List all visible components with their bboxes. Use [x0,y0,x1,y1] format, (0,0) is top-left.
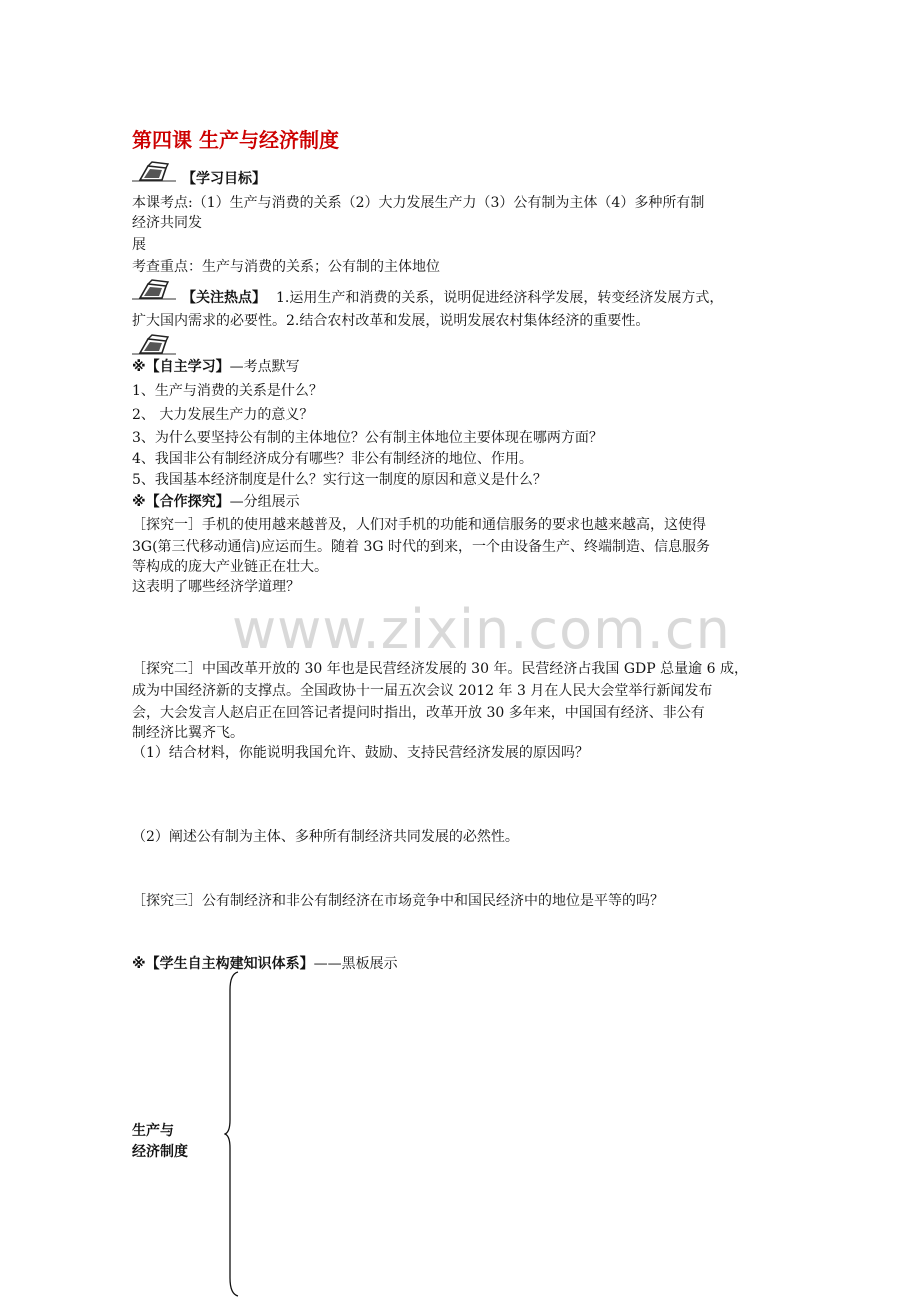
left-brace [224,970,240,1298]
explore-1-line-2: 3G(第三代移动通信)应运而生。随着 3G 时代的到来，一个由设备生产、终端制造、信息服务 [132,539,711,555]
hot-text-2: 扩大国内需求的必要性。2.结合农村改革和发展，说明发展农村集体经济的重要性。 [132,313,650,329]
knowledge-node-line-2: 经济制度 [132,1144,188,1160]
zhongdian-line: 考查重点：生产与消费的关系；公有制的主体地位 [132,259,440,275]
kaodian-line-2: 经济共同发 [132,215,202,231]
coop-heading [132,493,300,511]
question-5: 5、我国基本经济制度是什么？实行这一制度的原因和意义是什么？ [132,472,547,488]
hot-text-1: 1.运用生产和消费的关系，说明促进经济科学发展，转变经济发展方式， [276,290,724,306]
build-heading [132,955,398,973]
watermark: www.zixin.com.cn [232,598,731,661]
kaodian-line-1: 本课考点:（1）生产与消费的关系（2）大力发展生产力（3）公有制为主体（4）多种所有制 [132,195,705,211]
coop-suffix: —分组展示 [229,494,300,510]
explore-2-line-2: 成为中国经济新的支撑点。全国政协十一届五次会议 2012 年 3 月在人民大会堂举行新闻发布 [132,683,713,699]
explore-1-question: 这表明了哪些经济学道理？ [132,579,300,595]
explore-3: ［探究三］公有制经济和非公有制经济在市场竞争中和国民经济中的地位是平等的吗？ [132,893,664,909]
book-icon [130,160,178,184]
hot-label: 【关注热点】 [182,290,266,306]
question-2: 2、 大力发展生产力的意义？ [132,407,314,423]
question-1: 1、生产与消费的关系是什么？ [132,383,323,399]
goals-label: 【学习目标】 [182,171,266,187]
question-4: 4、我国非公有制经济成分有哪些？非公有制经济的地位、作用。 [132,451,533,467]
book-icon [130,333,178,357]
build-label: ※【学生自主构建知识体系】 [132,956,314,972]
self-study-heading [132,358,300,376]
explore-2-question-2: （2）阐述公有制为主体、多种所有制经济共同发展的必然性。 [132,829,519,845]
book-icon [130,278,178,302]
explore-2-line-4: 制经济比翼齐飞。 [132,725,244,741]
kaodian-line-3: 展 [132,237,146,253]
explore-2-line-3: 会，大会发言人赵启正在回答记者提问时指出，改革开放 30 多年来，中国国有经济、非公有 [132,705,705,721]
explore-1-line-3: 等构成的庞大产业链正在壮大。 [132,559,328,575]
coop-label: ※【合作探究】 [132,494,230,510]
explore-2-line-1: ［探究二］中国改革开放的 30 年也是民营经济发展的 30 年。民营经济占我国 GDP 总量逾 6 成， [132,661,748,677]
explore-1-line-1: ［探究一］手机的使用越来越普及，人们对手机的功能和通信服务的要求也越来越高，这使得 [132,517,706,533]
knowledge-node-line-1: 生产与 [132,1123,174,1139]
explore-2-question-1: （1）结合材料，你能说明我国允许、鼓励、支持民营经济发展的原因吗？ [132,745,589,761]
question-3: 3、为什么要坚持公有制的主体地位？公有制主体地位主要体现在哪两方面？ [132,430,603,446]
build-suffix: ——黑板展示 [313,956,398,972]
self-study-suffix: —考点默写 [229,359,300,375]
page-title: 第四课 生产与经济制度 [132,128,339,152]
self-study-label: ※【自主学习】 [132,359,230,375]
